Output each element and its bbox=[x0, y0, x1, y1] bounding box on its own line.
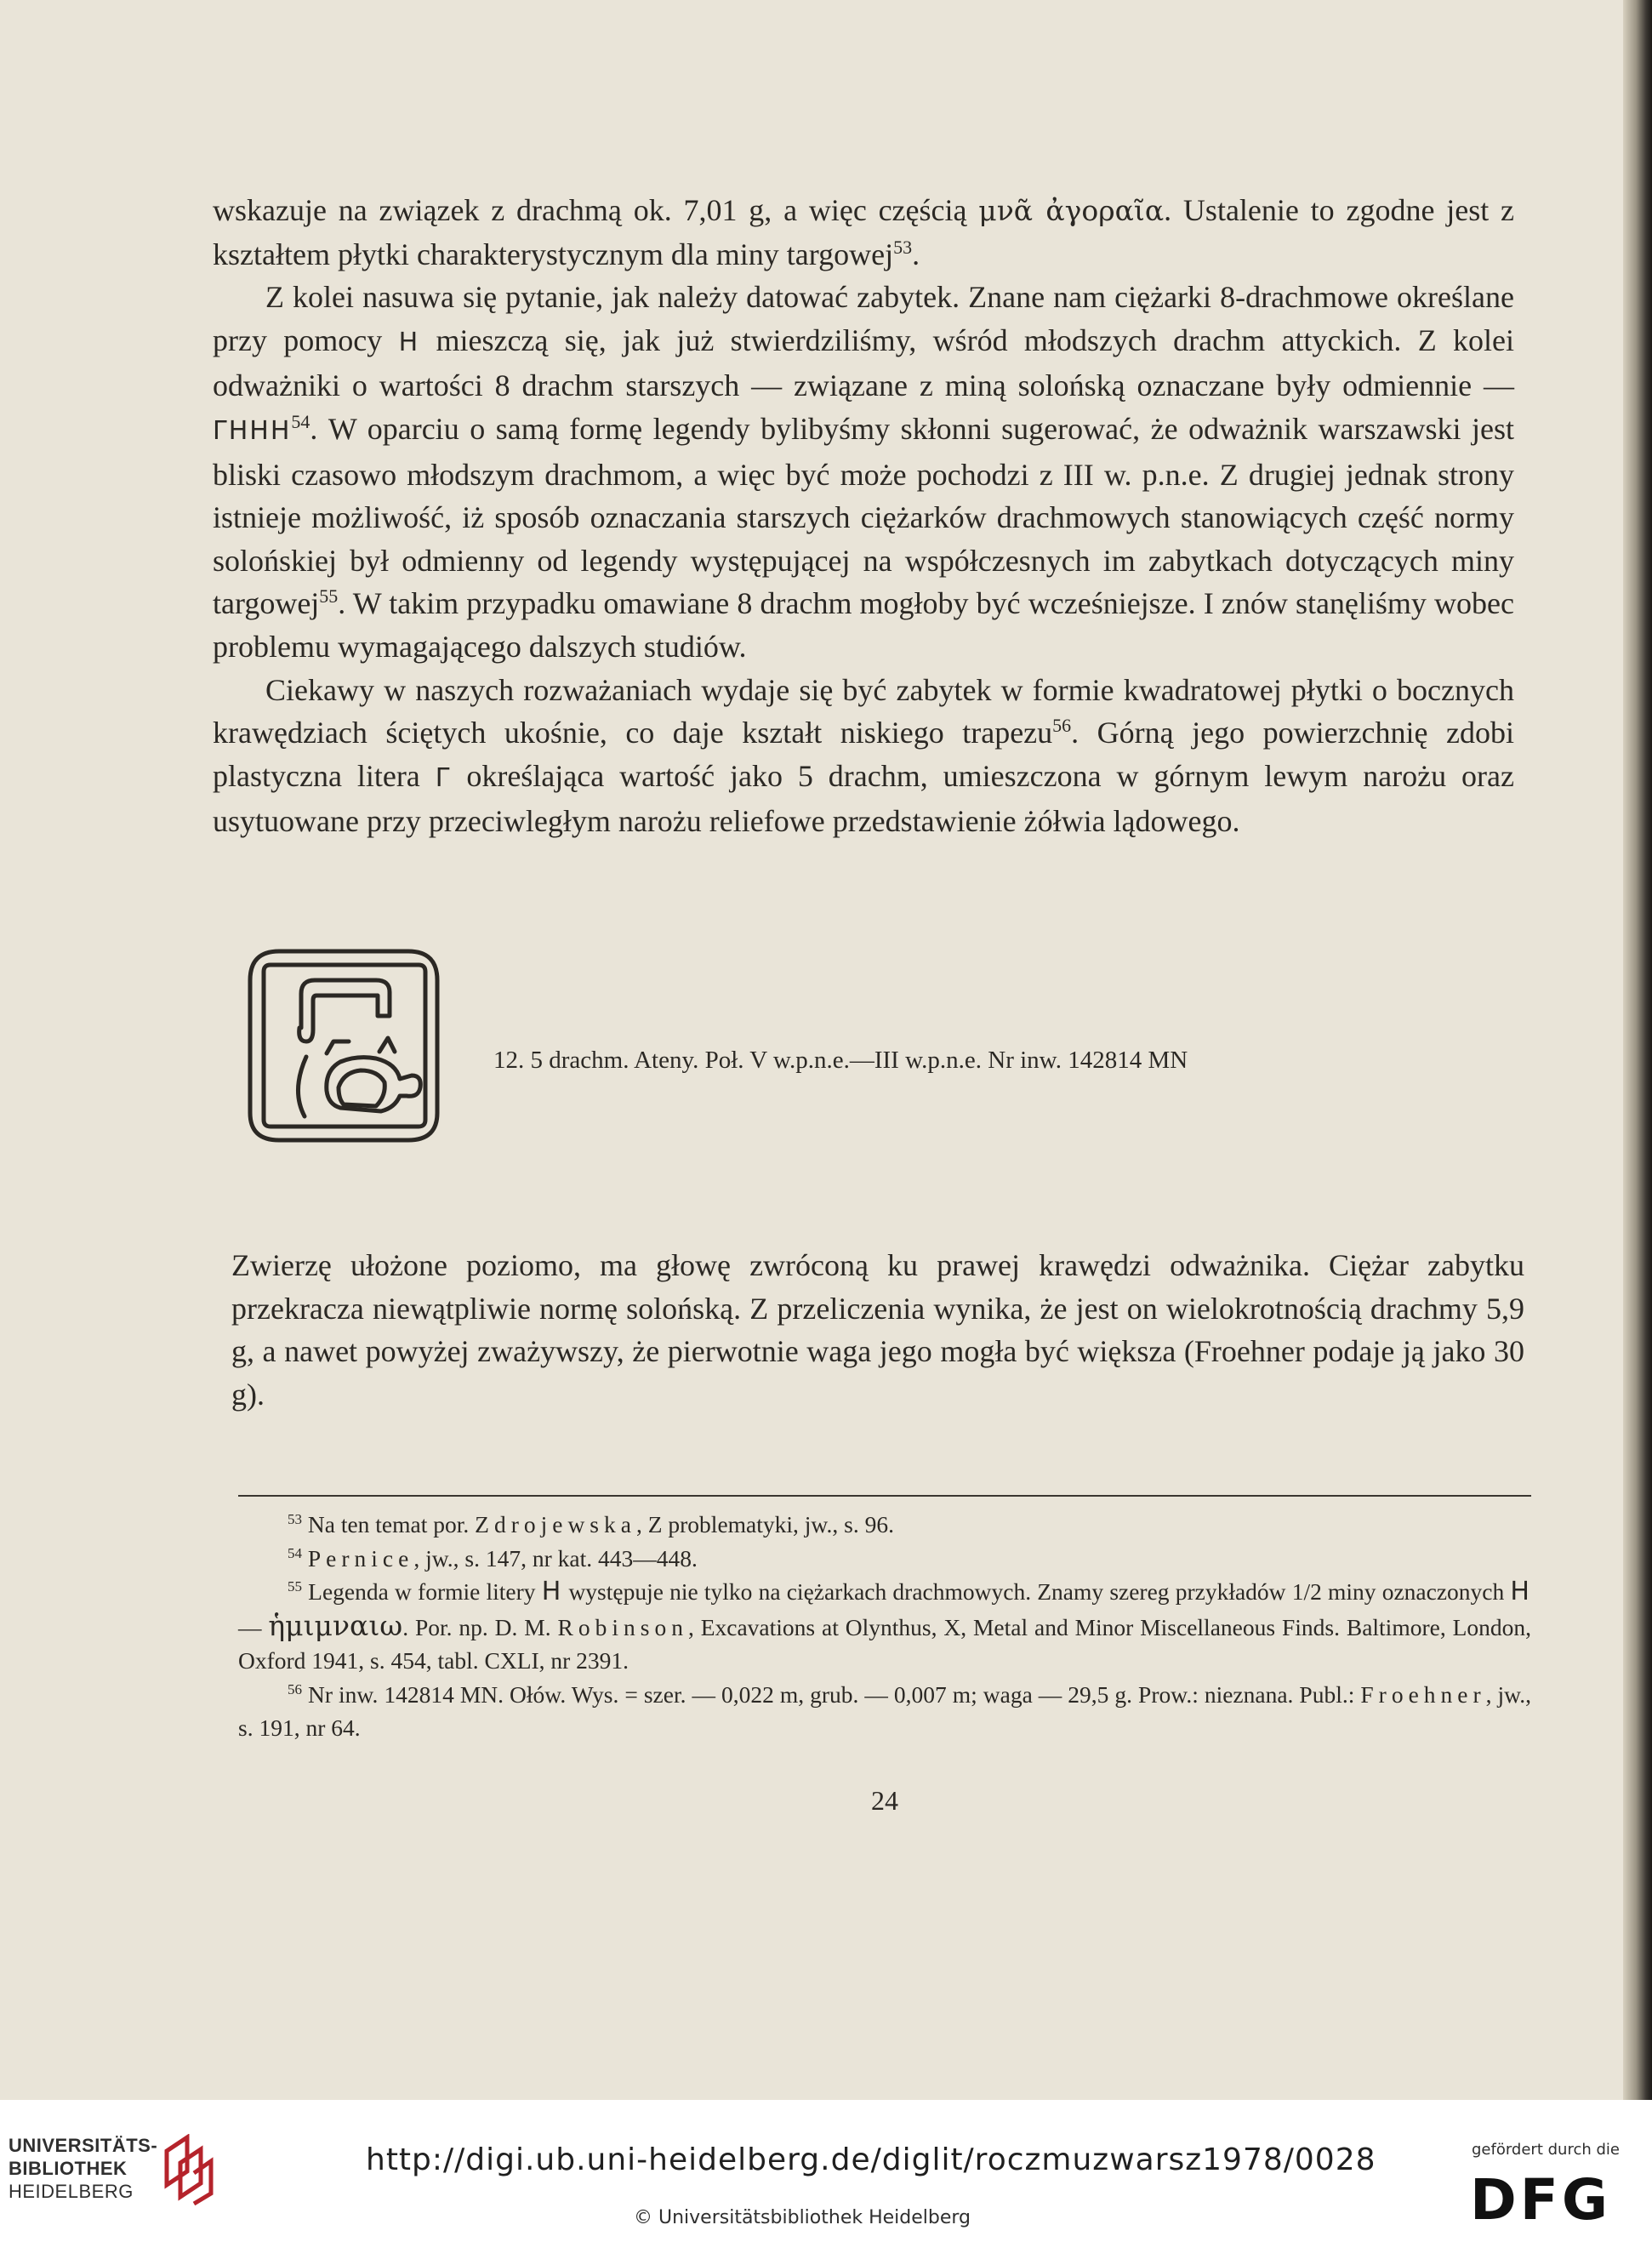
library-emblem-icon bbox=[162, 2134, 214, 2205]
dfg-logo[interactable] bbox=[1468, 2166, 1630, 2226]
greek-numeral-glyph: ΓΗΗΗ bbox=[213, 415, 292, 446]
footnote-ref: 54 bbox=[291, 410, 310, 432]
footnote-53: $^{53}$ Na ten temat por. Zdrojewska, Z problematyki, jw., s. 96. bbox=[288, 1510, 894, 1537]
body-text-top bbox=[213, 189, 1514, 843]
book-gutter-shadow bbox=[1623, 0, 1652, 2100]
footnote-ref: 56 bbox=[1052, 715, 1072, 737]
paragraph-4: Zwierzę ułożone poziomo, ma głowę zwróconą ku prawej krawędzi odważnika. Ciężar zabytku przekracza niewątpliwie normę solońską. Z przeliczenia wynika, że jest on wielokrotnością drachmy 5,9 g, a nawet powyżej zważywszy, że pierwotnie waga jego mogła być większa (Froehner podaje ją jako 30 g). bbox=[231, 1248, 1524, 1412]
svg-text:DFG: DFG bbox=[1470, 2167, 1612, 2226]
figure-caption: 12. 5 drachm. Ateny. Poł. V w.p.n.e.—III w.p.n.e. Nr inw. 142814 MN bbox=[493, 1047, 1188, 1074]
greek-numeral-glyph: Η bbox=[398, 327, 420, 357]
page-number: 24 bbox=[871, 1785, 898, 1816]
greek-numeral-glyph: Γ bbox=[435, 762, 452, 793]
footnote-54: $^{54}$ Pernice, jw., s. 147, nr kat. 443—448. bbox=[288, 1544, 698, 1572]
footnote-55: $^{55}$ Legenda w formie litery Η występuje nie tylko na ciężarkach drachmowych. Znamy szereg przykładów 1/2 miny oznaczonych Η — ἡμιμναιω. Por. np. D. M. Robinson, Excavations at Olynthus, X, Metal and Minor Miscellaneous Finds. Baltimore, London, Oxford 1941, s. 454, tabl. CXLI, nr 2391. bbox=[238, 1577, 1532, 1674]
footnote-ref: 55 bbox=[319, 585, 339, 608]
footnote-divider bbox=[238, 1495, 1531, 1497]
body-text-bottom bbox=[231, 1244, 1524, 1416]
funding-note: gefördert durch die bbox=[1472, 2141, 1620, 2159]
weight-drawing-figure bbox=[245, 946, 442, 1145]
viewer-footer bbox=[0, 2100, 1652, 2242]
footnotes bbox=[238, 1508, 1531, 1745]
permalink-url[interactable]: http://digi.ub.uni-heidelberg.de/diglit/roczmuzwarsz1978/0028 bbox=[366, 2142, 1376, 2177]
copyright-notice: © Universitätsbibliothek Heidelberg bbox=[634, 2207, 971, 2228]
footnote-56: $^{56}$ Nr inw. 142814 MN. Ołów. Wys. = szer. — 0,022 m, grub. — 0,007 m; waga — 29,5 g. Prow.: nieznana. Publ.: Froehner, jw., s. 191, nr 64. bbox=[238, 1680, 1531, 1741]
footnote-ref: 53 bbox=[893, 236, 913, 258]
greek-phrase: μνᾶ ἀγοραῖα bbox=[978, 194, 1165, 227]
paragraph-1: wskazuje na związek z drachmą ok. 7,01 g, a więc częścią μνᾶ ἀγοραῖα. Ustalenie to zgodne jest z kształtem płytki charakterystycznym dla miny targowej$^{53}$. bbox=[213, 193, 1514, 271]
paragraph-2: Z kolei nasuwa się pytanie, jak należy datować zabytek. Znane nam ciężarki 8-drachmowe określane przy pomocy Η mieszczą się, jak już stwierdziliśmy, wśród młodszych drachm attyckich. Z kolei odważniki o wartości 8 drachm starszych — związane z miną solońską oznaczane były odmiennie — ΓΗΗΗ$^{54}$. W oparciu o samą formę legendy bylibyśmy skłonni sugerować, że odważnik warszawski jest bliski czasowo młodszym drachmom, a więc być może pochodzi z III w. p.n.e. Z drugiej jednak strony istnieje możliwość, iż sposób oznaczania starszych ciężarków drachmowych stanowiących część normy solońskiej był odmienny od legendy występującej na współczesnych im zabytkach dotyczących miny targowej$^{55}$. W takim przypadku omawiane 8 drachm mogłoby być wcześniejsze. I znów stanęliśmy wobec problemu wymagającego dalszych studiów. bbox=[213, 280, 1514, 664]
paragraph-3: Ciekawy w naszych rozważaniach wydaje się być zabytek w formie kwadratowej płytki o bocznych krawędziach ściętych ukośnie, co daje kształt niskiego trapezu$^{56}$. Górną jego powierzchnię zdobi plastyczna litera Γ określająca wartość jako 5 drachm, umieszczona w górnym lewym narożu oraz usytuowane przy przeciwległym narożu reliefowe przedstawienie żółwia lądowego. bbox=[213, 672, 1514, 839]
university-library-logo[interactable]: UNIVERSITÄTS- BIBLIOTHEK HEIDELBERG bbox=[9, 2135, 158, 2202]
